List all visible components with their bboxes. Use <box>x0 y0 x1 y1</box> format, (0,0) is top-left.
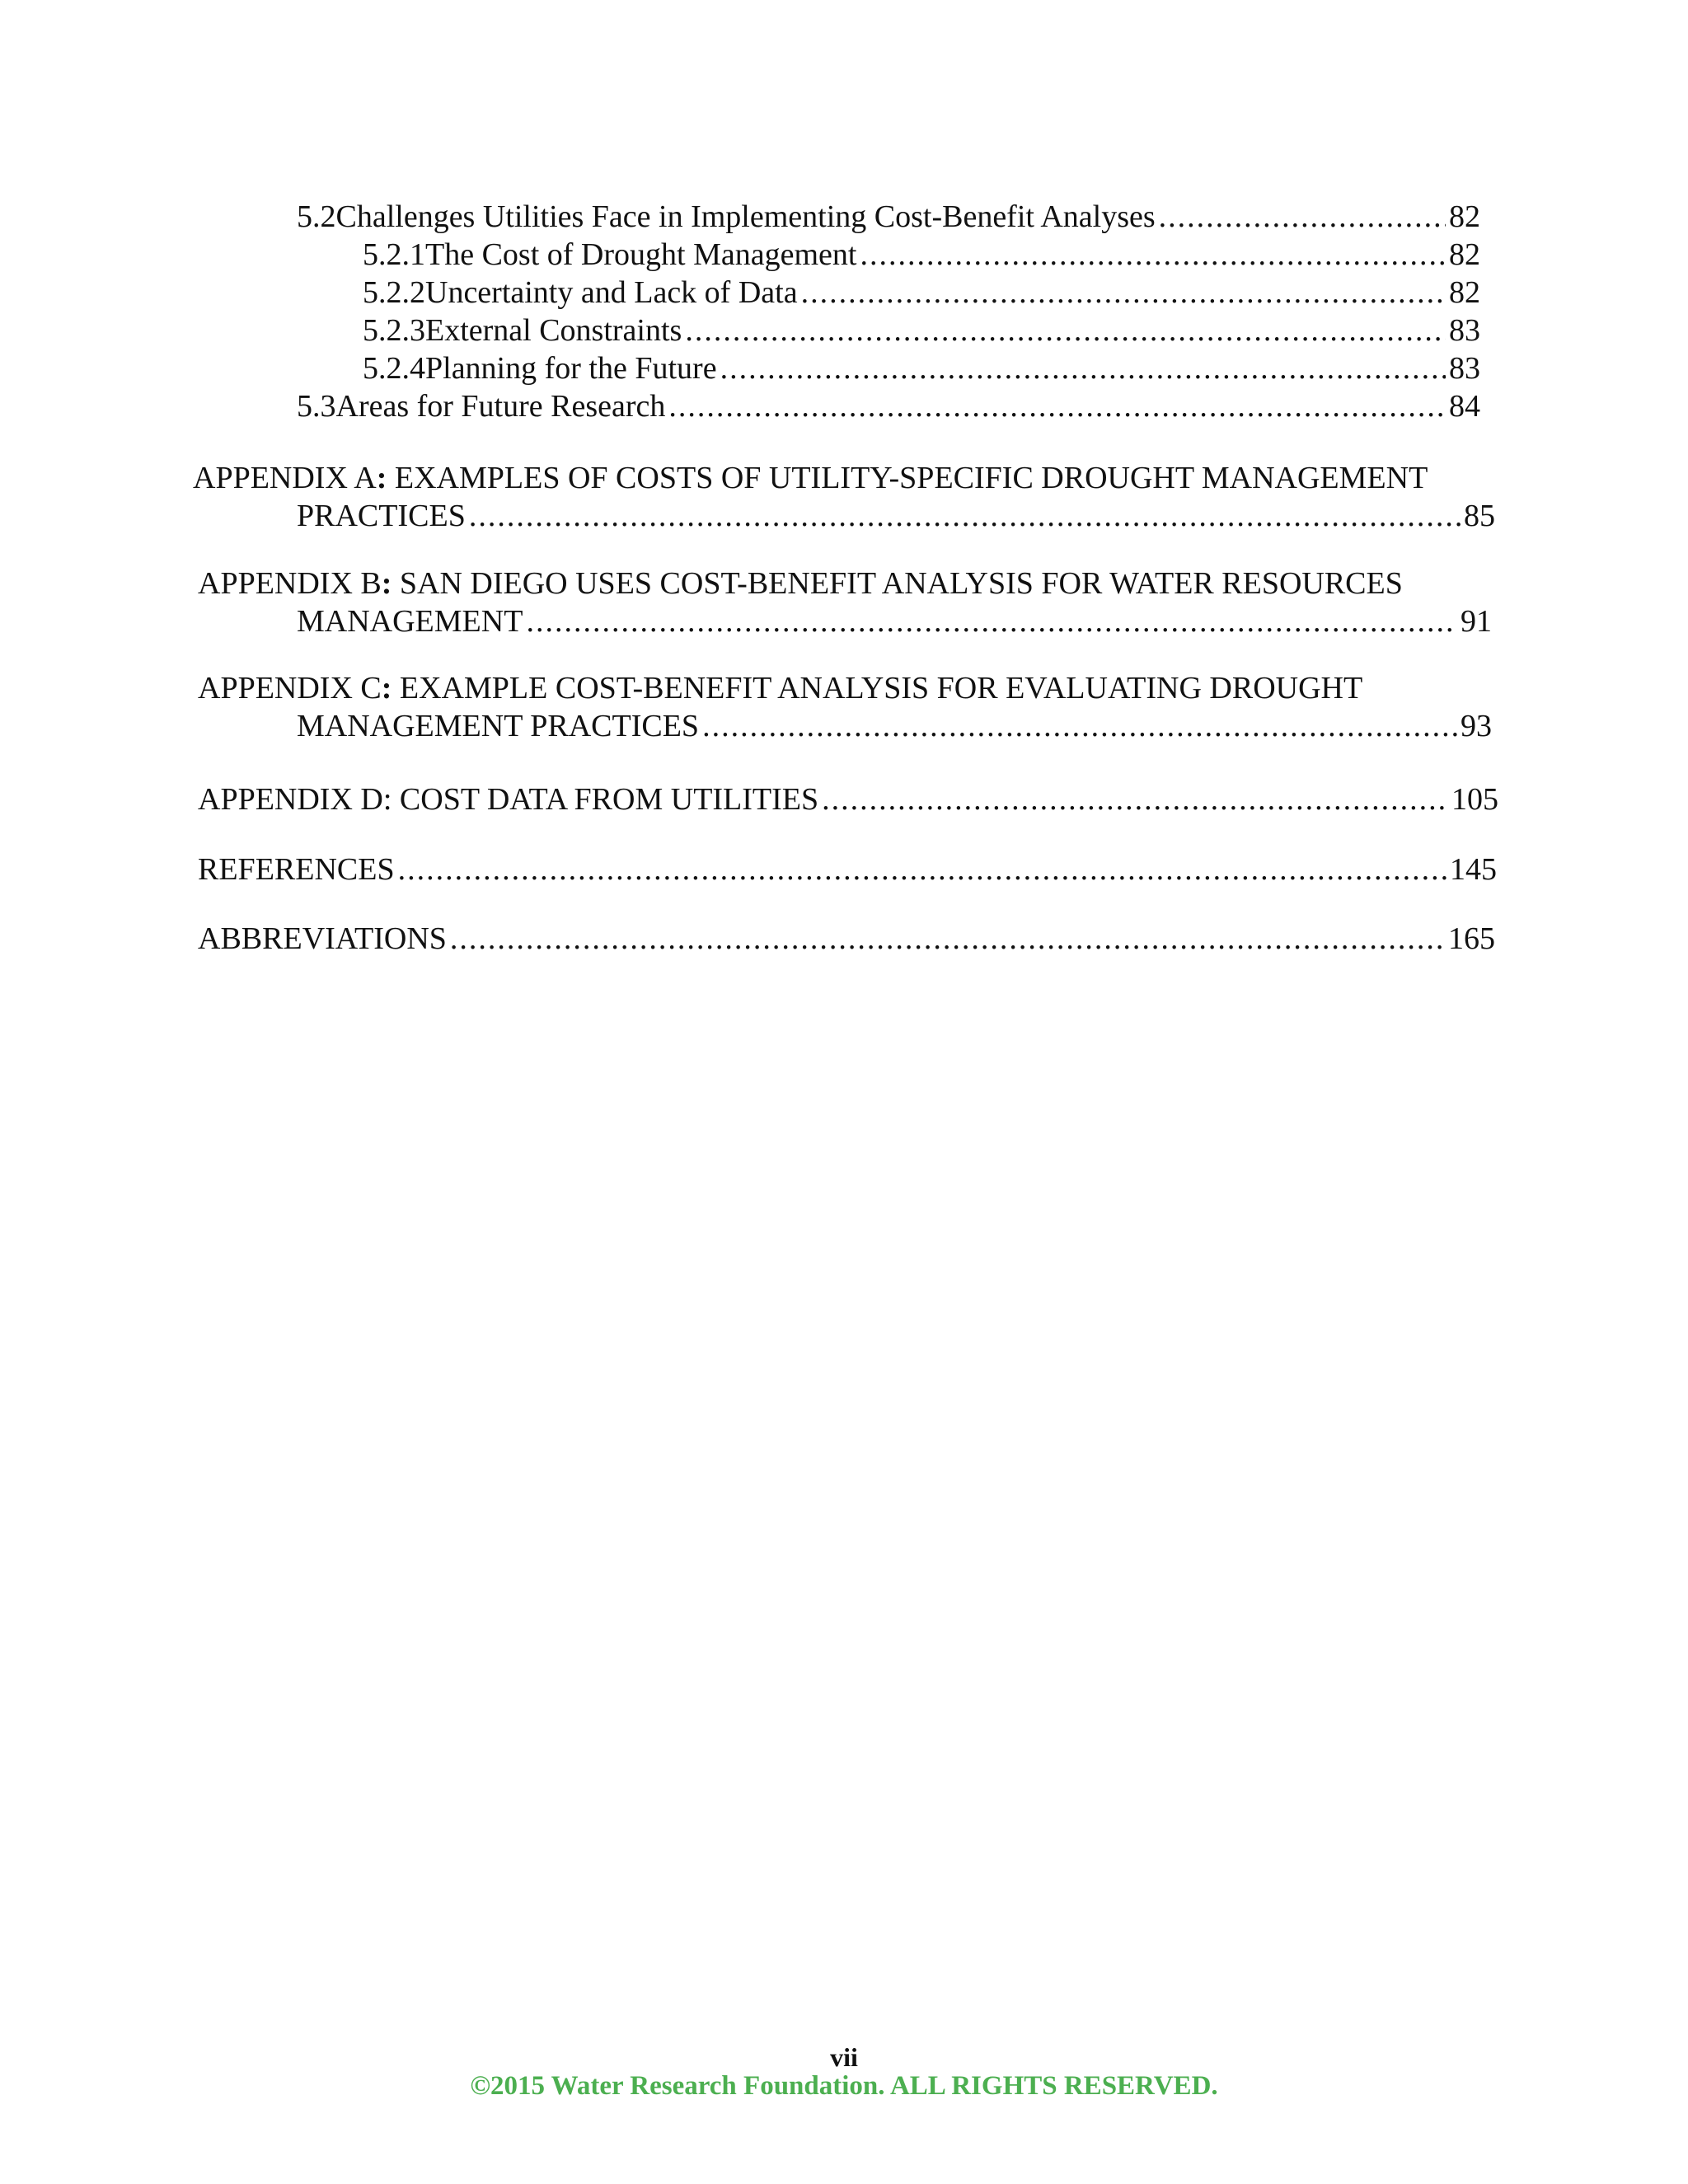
toc-page-number: 82 <box>1449 275 1480 310</box>
toc-entry-5-2-4[interactable] <box>363 349 1480 387</box>
toc-entry-appendix-d[interactable] <box>198 780 1498 818</box>
toc-page-number: 84 <box>1449 389 1480 424</box>
toc-section-number: 5.2.4 <box>363 351 425 386</box>
toc-page-number: 82 <box>1449 237 1480 272</box>
dot-leader <box>450 920 1445 958</box>
dot-leader <box>702 707 1457 745</box>
toc-entry-title: APPENDIX D: COST DATA FROM UTILITIES <box>198 782 819 817</box>
toc-page-number: 91 <box>1461 604 1492 639</box>
toc-page-number: 165 <box>1448 921 1495 956</box>
toc-entry-5-2[interactable] <box>297 198 1480 236</box>
toc-page-number: 105 <box>1451 782 1498 817</box>
dot-leader <box>685 312 1446 349</box>
toc-section-number: 5.3 <box>297 389 336 424</box>
appendix-colon: : <box>381 566 392 601</box>
toc-entry-appendix-a[interactable] <box>297 497 1495 535</box>
page-number: vii <box>830 2042 858 2072</box>
toc-entry-title: MANAGEMENT <box>297 604 523 639</box>
toc-entry-5-2-3[interactable] <box>363 312 1480 349</box>
appendix-label: APPENDIX B <box>198 566 382 601</box>
dot-leader <box>1159 198 1446 236</box>
appendix-title-line1: EXAMPLE COST-BENEFIT ANALYSIS FOR EVALUATING DROUGHT <box>399 671 1363 705</box>
toc-page-number: 83 <box>1449 351 1480 386</box>
toc-page-number: 93 <box>1461 709 1492 743</box>
toc-entry-appendix-c-heading[interactable] <box>198 669 1362 707</box>
toc-entry-title: Uncertainty and Lack of Data <box>425 275 798 310</box>
toc-section-number: 5.2 <box>297 199 336 234</box>
appendix-title-line1: SAN DIEGO USES COST-BENEFIT ANALYSIS FOR WATER RESOURCES <box>399 566 1403 601</box>
dot-leader <box>469 497 1461 535</box>
dot-leader <box>822 780 1448 818</box>
dot-leader <box>720 349 1446 387</box>
toc-entry-title: Planning for the Future <box>425 351 717 386</box>
toc-page-number: 82 <box>1449 199 1480 234</box>
toc-entry-5-2-1[interactable] <box>363 236 1480 274</box>
toc-section-number: 5.2.1 <box>363 237 425 272</box>
dot-leader <box>398 851 1447 888</box>
toc-entry-title: Areas for Future Research <box>335 389 666 424</box>
dot-leader <box>801 274 1446 312</box>
toc-entry-title: MANAGEMENT PRACTICES <box>297 709 700 743</box>
dot-leader <box>668 387 1446 425</box>
toc-entry-5-2-2[interactable] <box>363 274 1480 312</box>
appendix-label: APPENDIX A <box>193 461 377 495</box>
toc-section-number: 5.2.3 <box>363 313 425 348</box>
toc-entry-title: PRACTICES <box>297 499 466 533</box>
toc-entry-title: External Constraints <box>425 313 682 348</box>
toc-page-number: 83 <box>1449 313 1480 348</box>
dot-leader <box>526 602 1457 640</box>
appendix-colon: : <box>376 461 387 495</box>
toc-entry-appendix-b[interactable] <box>297 602 1492 640</box>
appendix-colon: : <box>381 671 392 705</box>
toc-entry-abbreviations[interactable] <box>198 920 1495 958</box>
appendix-title-line1: EXAMPLES OF COSTS OF UTILITY-SPECIFIC DROUGHT MANAGEMENT <box>394 461 1428 495</box>
toc-entry-title: REFERENCES <box>198 852 395 887</box>
copyright-notice: ©2015 Water Research Foundation. ALL RIGHTS RESERVED. <box>470 2071 1218 2101</box>
toc-entry-appendix-b-heading[interactable] <box>198 565 1403 602</box>
toc-section-number: 5.2.2 <box>363 275 425 310</box>
appendix-label: APPENDIX C <box>198 671 382 705</box>
toc-page-number: 145 <box>1450 852 1497 887</box>
toc-entry-title: Challenges Utilities Face in Implementing Cost-Benefit Analyses <box>335 199 1156 234</box>
toc-entry-title: The Cost of Drought Management <box>425 237 857 272</box>
toc-entry-references[interactable] <box>198 851 1497 888</box>
dot-leader <box>860 236 1446 274</box>
toc-page-number: 85 <box>1464 499 1495 533</box>
toc-entry-appendix-a-heading[interactable] <box>193 459 1428 497</box>
toc-entry-title: ABBREVIATIONS <box>198 921 447 956</box>
toc-entry-appendix-c[interactable] <box>297 707 1492 745</box>
toc-entry-5-3[interactable] <box>297 387 1480 425</box>
